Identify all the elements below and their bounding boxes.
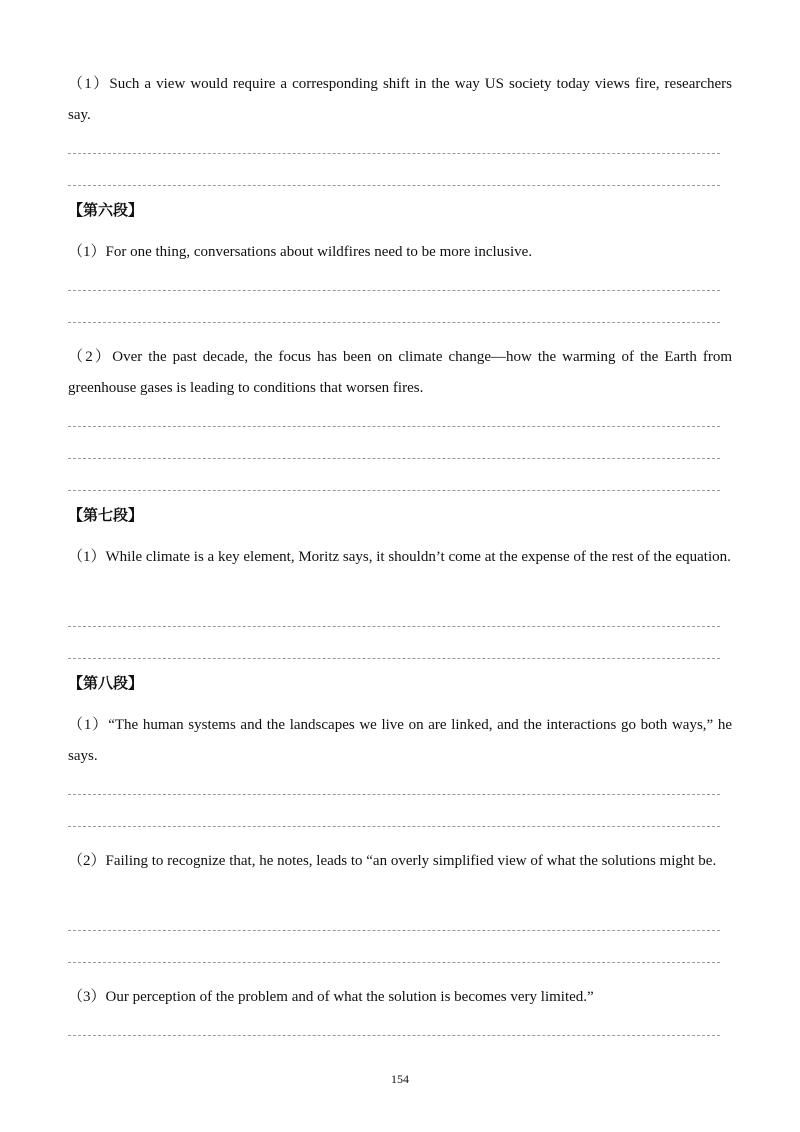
- sentence-5-1: （1）Such a view would require a corresponding shift in the way US society today views fire, researchers say.: [68, 76, 732, 123]
- answer-line[interactable]: [68, 794, 720, 795]
- answer-line[interactable]: [68, 490, 720, 491]
- answer-line[interactable]: [68, 322, 720, 323]
- sentence-8-3: （3）Our perception of the problem and of what the solution is becomes very limited.”: [68, 989, 594, 1005]
- section-heading-6: 【第六段】: [68, 201, 144, 219]
- section-heading-8: 【第八段】: [68, 674, 144, 692]
- answer-line[interactable]: [68, 930, 720, 931]
- answer-line[interactable]: [68, 153, 720, 154]
- answer-line[interactable]: [68, 1035, 720, 1036]
- sentence-8-1: （1）“The human systems and the landscapes we live on are linked, and the interactions go both ways,” he says.: [68, 717, 732, 764]
- sentence-7-1: （1）While climate is a key element, Moritz says, it shouldn’t come at the expense of the rest of the equation.: [68, 549, 731, 565]
- answer-line[interactable]: [68, 658, 720, 659]
- sentence-6-1: （1）For one thing, conversations about wildfires need to be more inclusive.: [68, 244, 533, 260]
- answer-line[interactable]: [68, 626, 720, 627]
- page-number: 154: [391, 1072, 409, 1086]
- answer-line[interactable]: [68, 826, 720, 827]
- answer-line[interactable]: [68, 458, 720, 459]
- section-heading-7: 【第七段】: [68, 506, 144, 524]
- sentence-6-2: （2）Over the past decade, the focus has been on climate change—how the warming of the Earth from greenhouse gases is leading to conditions that worsen fires.: [68, 349, 732, 396]
- answer-line[interactable]: [68, 290, 720, 291]
- answer-line[interactable]: [68, 426, 720, 427]
- answer-line[interactable]: [68, 962, 720, 963]
- answer-line[interactable]: [68, 185, 720, 186]
- sentence-8-2: （2）Failing to recognize that, he notes, leads to “an overly simplified view of what the solutions might be.: [68, 853, 717, 869]
